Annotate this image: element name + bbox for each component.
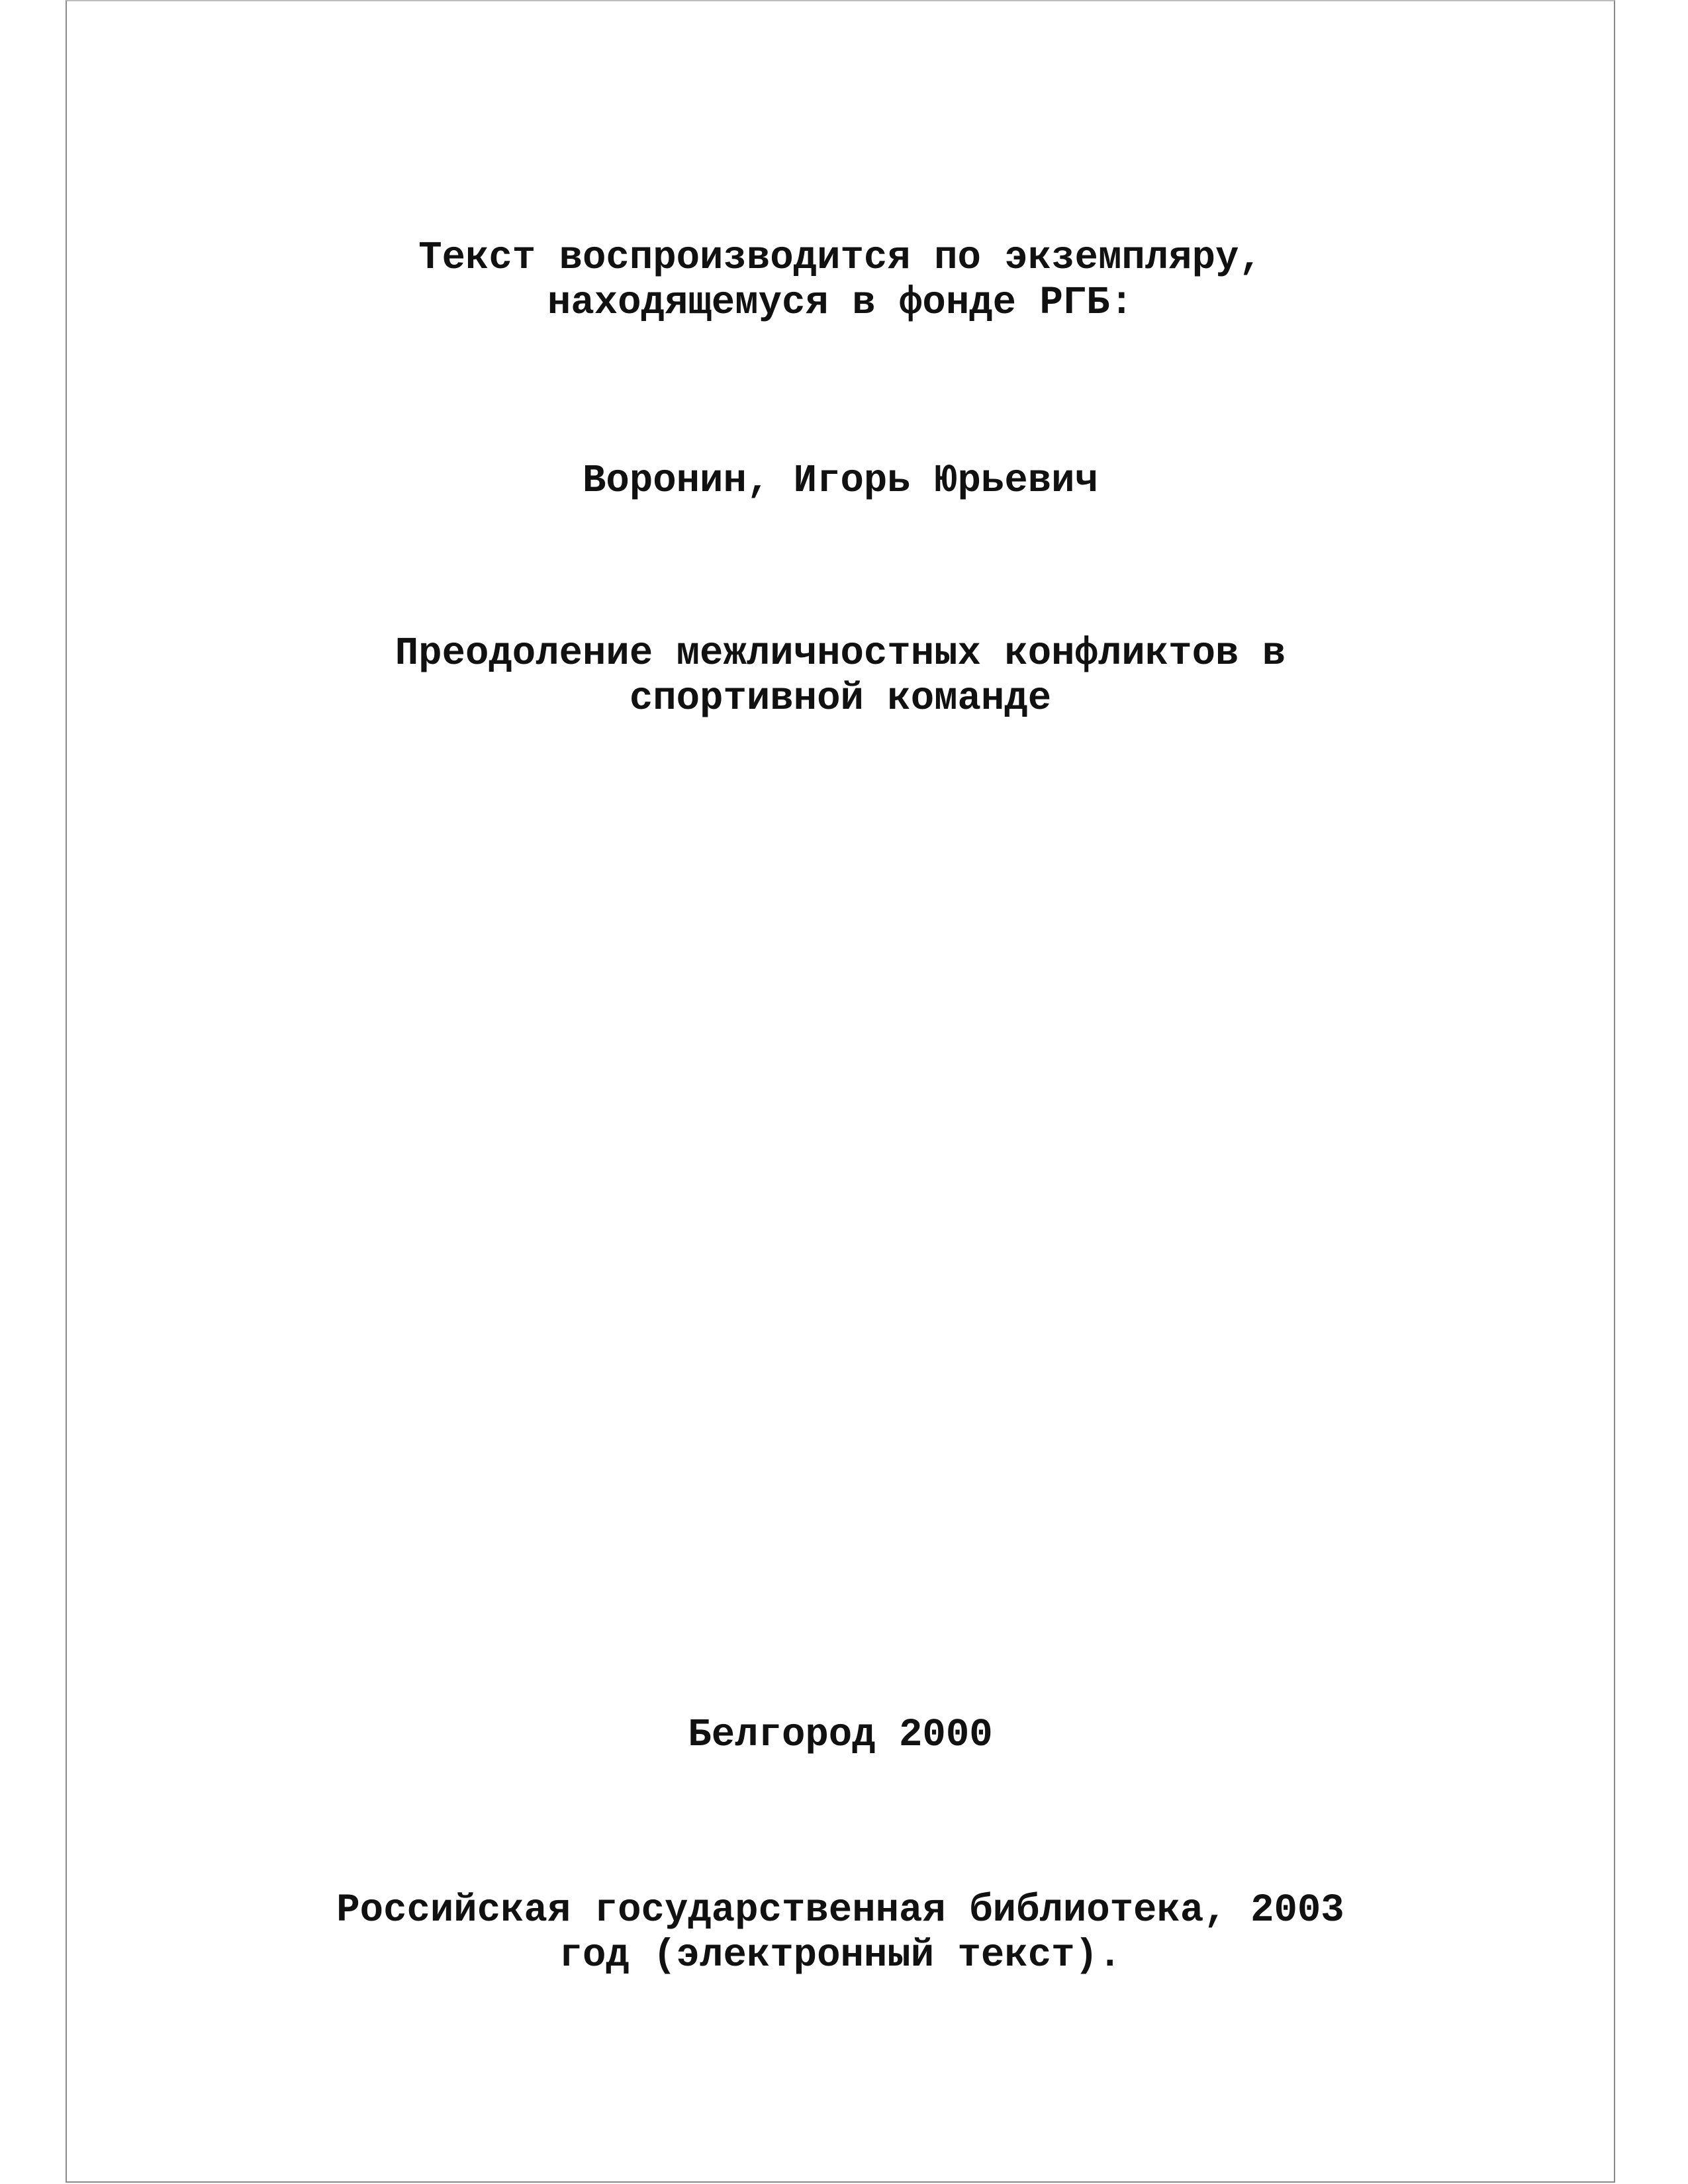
- author-name: [66, 459, 1615, 504]
- library-note: [66, 1888, 1615, 1978]
- source-notice: [66, 236, 1615, 326]
- author-name-text: Воронин, Игорь Юрьевич: [583, 459, 1098, 503]
- source-notice-line-1: Текст воспроизводится по экземпляру,: [418, 236, 1262, 280]
- document-page: [66, 0, 1615, 2183]
- library-note-line-1: Российская государственная библиотека, 2003: [336, 1888, 1344, 1933]
- source-notice-line-2: находящемуся в фонде РГБ:: [547, 281, 1134, 325]
- document-title-line-2: спортивной команде: [629, 676, 1052, 721]
- publication-place-year: [66, 1713, 1615, 1758]
- library-note-line-2: год (электронный текст).: [559, 1933, 1122, 1978]
- document-title-line-1: Преодоление межличностных конфликтов в: [395, 631, 1286, 676]
- document-title: [66, 631, 1615, 721]
- publication-place-year-text: Белгород 2000: [688, 1713, 993, 1757]
